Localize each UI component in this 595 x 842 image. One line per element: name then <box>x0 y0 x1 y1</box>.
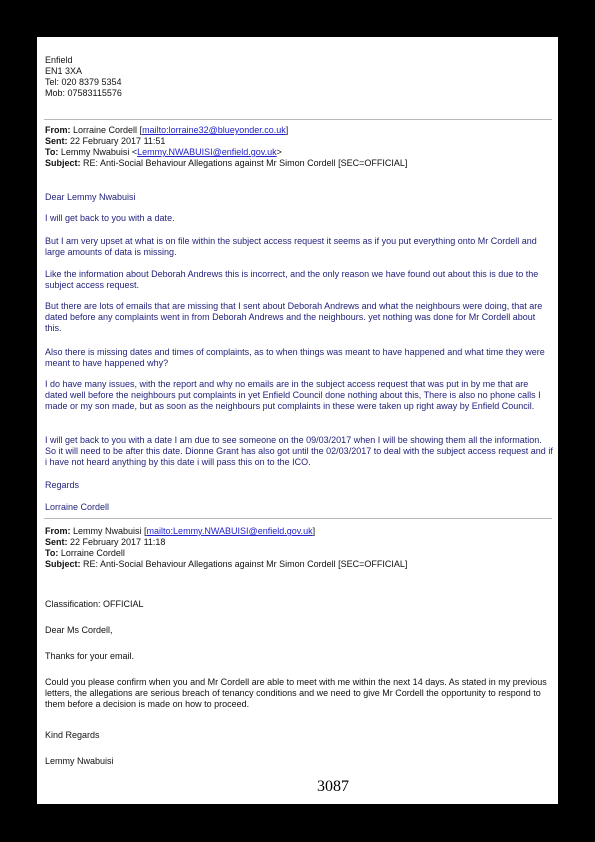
email1-from-link[interactable]: mailto:lorraine32@blueyonder.co.uk <box>142 125 286 135</box>
email1-signature: Lorraine Cordell <box>45 502 110 512</box>
page-number: 3087 <box>317 778 349 795</box>
address-city: Enfield <box>45 55 73 65</box>
email1-greeting: Dear Lemmy Nwabuisi <box>45 192 136 202</box>
address-block <box>45 55 551 99</box>
email2-from-link[interactable]: mailto:Lemmy.NWABUISI@enfield.gov.uk <box>146 526 313 536</box>
email1-header <box>45 125 551 169</box>
email2-classification: Classification: OFFICIAL <box>45 599 144 609</box>
email2-header <box>45 526 551 570</box>
header-divider <box>44 119 552 120</box>
email1-regards: Regards <box>45 480 80 490</box>
email2-subject-line: Subject: RE: Anti-Social Behaviour Allegations against Mr Simon Cordell [SEC=OFFICIAL] <box>45 559 408 569</box>
email2-sent-line: Sent: 22 February 2017 11:18 <box>45 537 166 547</box>
email2-greeting: Dear Ms Cordell, <box>45 625 113 635</box>
email1-paragraph-4: But there are lots of emails that are missing that I sent about Deborah Andrews and what the neighbours were doing, that are dated before any complaints went in from Deborah Andrews and the neighbours. yet nothing was done for Mr Cordell about this. <box>45 301 543 333</box>
email1-paragraph-1: I will get back to you with a date. <box>45 213 175 223</box>
email2-signature: Lemmy Nwabuisi <box>45 756 114 766</box>
email1-sent-line: Sent: 22 February 2017 11:51 <box>45 136 166 146</box>
address-postcode: EN1 3XA <box>45 66 83 76</box>
email1-paragraph-5: Also there is missing dates and times of complaints, as to when things was meant to have happened and what time they were meant to have happened why? <box>45 347 545 368</box>
email2-to-line: To: Lorraine Cordell <box>45 548 125 558</box>
email1-subject-line: Subject: RE: Anti-Social Behaviour Allegations against Mr Simon Cordell [SEC=OFFICIAL] <box>45 158 408 168</box>
address-tel: Tel: 020 8379 5354 <box>45 77 122 87</box>
email1-paragraph-3: Like the information about Deborah Andrews this is incorrect, and the only reason we have found out about this is due to the subject access request. <box>45 269 539 290</box>
email1-paragraph-7: I will get back to you with a date I am due to see someone on the 09/03/2017 when I will be showing them all the information. So it will need to be after this date. Dionne Grant has also got until the 02/03/2017 to deal with the subject access request and if i have not heard anything by this date i will pass this on to the ICO. <box>45 435 553 467</box>
email1-to-link[interactable]: Lemmy.NWABUISI@enfield.gov.uk <box>137 147 277 157</box>
reply-divider <box>44 518 552 519</box>
email1-from-line: From: Lorraine Cordell [mailto:lorraine32@blueyonder.co.uk] <box>45 125 289 135</box>
address-mob: Mob: 07583115576 <box>45 88 122 98</box>
email2-regards: Kind Regards <box>45 730 100 740</box>
email1-to-line: To: Lemmy Nwabuisi <Lemmy.NWABUISI@enfield.gov.uk> <box>45 147 282 157</box>
email1-paragraph-6: I do have many issues, with the report and why no emails are in the subject access request that was put in by me that are dated well before the neighbours put complaints in yet Enfield Council done nothing about this, There is also no phone calls I made or my son made, but as soon as the neighbours put complaints in these were taken up right away by Enfield Council. <box>45 379 541 411</box>
email2-paragraph-2: Could you please confirm when you and Mr Cordell are able to meet with me within the next 14 days. As stated in my previous letters, the allegations are serious breach of tenancy conditions and we need to give Mr Cordell the opportunity to respond to them before a decision is made on how to proceed. <box>45 677 547 709</box>
email1-paragraph-2: But I am very upset at what is on file within the subject access request it seems as if you put everything onto Mr Cordell and large amounts of data is missing. <box>45 236 537 257</box>
email2-from-line: From: Lemmy Nwabuisi [mailto:Lemmy.NWABUISI@enfield.gov.uk] <box>45 526 316 536</box>
document-page <box>37 37 558 804</box>
email2-paragraph-1: Thanks for your email. <box>45 651 135 661</box>
